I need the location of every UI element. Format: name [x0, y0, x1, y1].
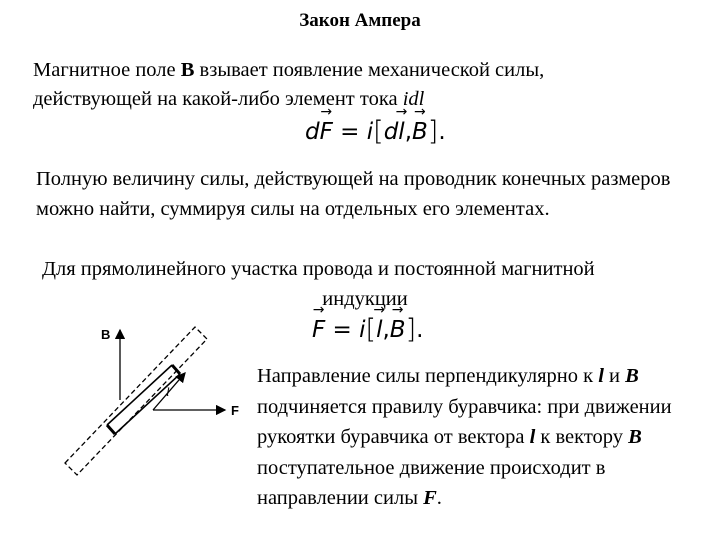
- diagram-label-b: B: [101, 327, 111, 342]
- intro-idl-symbol: idl: [402, 88, 425, 110]
- intro-text: Магнитное поле: [33, 59, 181, 81]
- wire-cap: [172, 365, 180, 374]
- formula-F: → F = i[→ l,→ B].: [312, 314, 423, 345]
- intro-b-symbol: B: [180, 59, 195, 81]
- page-title: Закон Ампера: [299, 10, 421, 31]
- formula-dF: d→ F = i[d→ l,→ B].: [305, 116, 446, 147]
- wire-cap: [107, 425, 115, 434]
- total-force-paragraph: Полную величину силы, действующей на проводник конечных размеров можно найти, суммируя силы на отдельных его элементах.: [36, 168, 671, 220]
- wire-diagram: [55, 315, 250, 525]
- intro-text: действующей на какой-либо элемент тока: [33, 88, 403, 110]
- wire-edge: [107, 365, 172, 425]
- straight-wire-line2: индукции: [322, 288, 408, 310]
- intro-paragraph: [33, 56, 713, 114]
- diagram-label-f: F: [231, 403, 239, 418]
- gimlet-rule-paragraph: Направление силы перпендикулярно к l и B подчиняется правилу буравчика: при движении рукоятки буравчика от вектора l к вектору B поступательное движение происходит в направлении силы F.: [257, 365, 672, 509]
- diagram-label-l: l: [166, 384, 170, 399]
- straight-wire-line1: Для прямолинейного участка провода и постоянной магнитной: [42, 258, 595, 280]
- wire-dashed-outline: [65, 327, 207, 475]
- intro-text: взывает появление механической силы,: [194, 59, 545, 81]
- wire-edge: [115, 374, 180, 434]
